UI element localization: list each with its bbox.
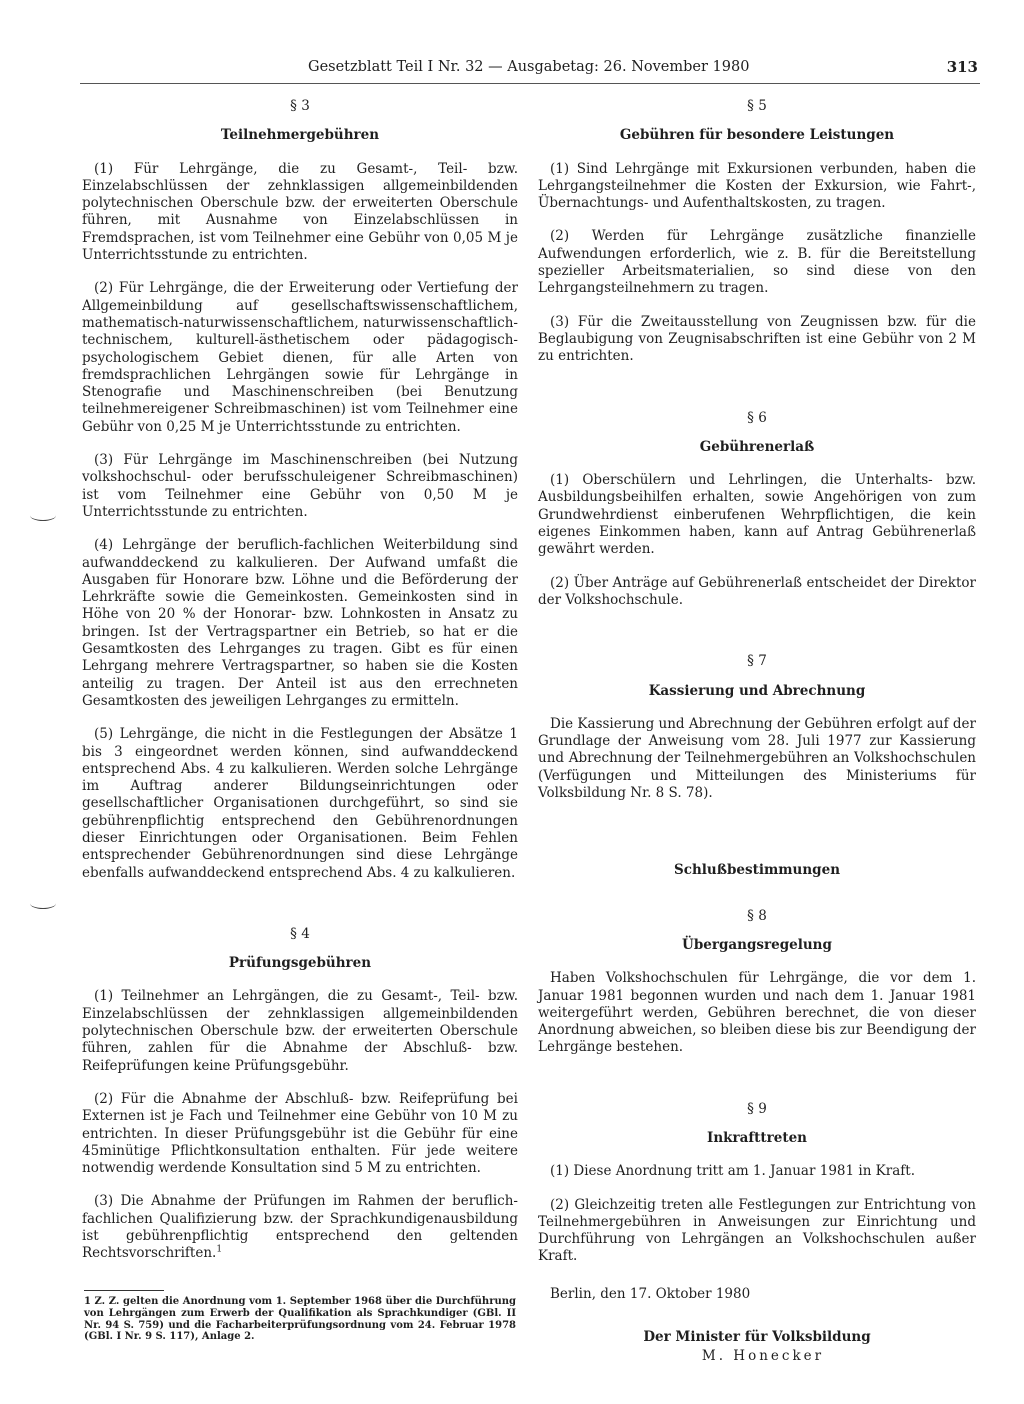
paragraph: (1) Diese Anordnung tritt am 1. Januar 1981 in Kraft.: [550, 1163, 915, 1180]
paragraph: [82, 1193, 518, 1262]
paragraph: (2) Werden für Lehrgänge zusätzliche finanzielle Aufwendungen erforderlich, wie z. B. für die Bereitstellung spezieller Arbeitsmaterialien, so sind diese von den Lehrgangsteilnehmern zu tragen.: [538, 228, 976, 297]
right-column: [538, 98, 976, 1382]
section-number: § 9: [747, 1100, 767, 1117]
paragraph: (3) Für die Zweitausstellung von Zeugnissen bzw. für die Beglaubigung von Zeugnisabschriften ist eine Gebühr von 2 M zu entrichten.: [538, 313, 976, 365]
paragraph-text: (3) Die Abnahme der Prüfungen im Rahmen der beruflich-fachlichen Qualifizierung bzw. der Sprachkundigenausbildung ist gebührenpflichtig entsprechend den geltenden Rechtsvorschriften.: [82, 1193, 518, 1262]
section-number: § 5: [747, 98, 767, 114]
section-number: § 8: [747, 907, 767, 924]
header-title: Gesetzblatt Teil I Nr. 32 — Ausgabetag: 26. November 1980: [308, 59, 750, 75]
paragraph: (3) Für Lehrgänge im Maschinenschreiben (bei Nutzung volkshochschul- oder berufsschuleigener Schreibmaschinen) ist vom Teilnehmer eine Gebühr von 0,50 M je Unterrichtsstunde zu entrichten.: [82, 452, 518, 520]
page-number: 313: [946, 58, 978, 76]
paragraph: (1) Für Lehrgänge, die zu Gesamt-, Teil- bzw. Einzelabschlüssen der zehnklassigen allgemeinbildenden polytechnischen Oberschule bzw. der erweiterten Oberschule führen, mit Ausnahme von Einzelabschlüssen in Fremdsprachen, ist vom Teilnehmer eine Gebühr von 0,05 M je Unterrichtsstunde zu entrichten.: [82, 160, 518, 264]
section-title: Teilnehmergebühren: [220, 127, 380, 144]
section-title: Gebührenerlaß: [699, 438, 815, 455]
signature-title: Der Minister für Volksbildung: [643, 1329, 871, 1346]
paragraph: Die Kassierung und Abrechnung der Gebühren erfolgt auf der Grundlage der Anweisung vom 28. Juli 1977 zur Kassierung und Abrechnung der Teilnehmergebühren an Volkshochschulen (Verfügungen und Mitteilungen des Ministeriums für Volksbildung Nr. 8 S. 78).: [538, 715, 976, 802]
signature-name: M. Honecker: [701, 1348, 825, 1365]
paragraph: (1) Teilnehmer an Lehrgängen, die zu Gesamt-, Teil- bzw. Einzelabschlüssen der zehnklassigen allgemeinbildenden polytechnischen Oberschule bzw. der erweiterten Oberschule führen, zahlen für die Abnahme der Abschluß- bzw. Reifeprüfungen keine Prüfungsgebühr.: [82, 988, 518, 1074]
paragraph: Haben Volkshochschulen für Lehrgänge, die vor dem 1. Januar 1981 begonnen wurden und nach dem 1. Januar 1981 weitergeführt werden, Gebühren berechnet, die von dieser Anordnung abweichen, so bleiben diese bis zur Beendigung der Lehrgänge bestehen.: [538, 970, 976, 1056]
section-number: § 6: [747, 409, 767, 426]
margin-mark: [30, 510, 56, 521]
section-number: § 3: [290, 98, 310, 114]
section-number: § 4: [290, 925, 310, 942]
paragraph: (2) Für Lehrgänge, die der Erweiterung oder Vertiefung der Allgemeinbildung auf gesellschaftswissenschaftlichem, mathematisch-naturwissenschaftlichem, naturwissenschaftlich-technischem, kulturell-ästhetischem oder pädagogisch-psychologischem Gebiet dienen, für alle Arten von fremdsprachlichen Lehrgängen sowie für Lehrgänge in Stenografie und Maschinenschreiben (bei Benutzung teilnehmereigener Schreibmaschinen) ist vom Teilnehmer eine Gebühr von 0,25 M je Unterrichtsstunde zu entrichten.: [82, 280, 518, 435]
paragraph: (1) Oberschülern und Lehrlingen, die Unterhalts- bzw. Ausbildungsbeihilfen erhalten, sowie Angehörigen von zum Grundwehrdienst einberufenen Wehrpflichtigen, die kein eigenes Einkommen haben, kann auf Antrag Gebührenerlaß gewährt werden.: [538, 472, 976, 558]
section-title: Prüfungsgebühren: [228, 955, 372, 972]
footnote: 1 Z. Z. gelten die Anordnung vom 1. September 1968 über die Durchführung von Lehrgängen zum Erwerb der Qualifikation als Sprachkundiger (GBl. II Nr. 94 S. 759) und die Facharbeiterprüfungsordnung vom 24. Februar 1978 (GBl. I Nr. 9 S. 117), Anlage 2.: [84, 1296, 516, 1343]
section-heading: Schlußbestimmungen: [673, 862, 841, 879]
footnote-marker: 1: [216, 1244, 223, 1255]
section-number: § 7: [747, 653, 767, 670]
page-header: [80, 59, 980, 84]
section-title: Gebühren für besondere Leistungen: [619, 127, 895, 144]
section-title: Übergangsregelung: [682, 936, 832, 953]
paragraph: (2) Für die Abnahme der Abschluß- bzw. Reifeprüfung bei Externen ist je Fach und Teilnehmer eine Gebühr von 10 M zu entrichten. In dieser Prüfungsgebühr ist die Gebühr für eine 45minütige Pflichtkonsultation enthalten. Für jede weitere notwendig werdende Konsultation sind 5 M zu entrichten.: [82, 1090, 518, 1177]
paragraph: (1) Sind Lehrgänge mit Exkursionen verbunden, haben die Lehrgangsteilnehmer die Kosten der Exkursion, wie Fahrt-, Übernachtungs- und Aufenthaltskosten, zu tragen.: [538, 160, 976, 212]
paragraph: (5) Lehrgänge, die nicht in die Festlegungen der Absätze 1 bis 3 eingeordnet werden können, sind aufwanddeckend entsprechend Abs. 4 zu kalkulieren. Werden solche Lehrgänge im Auftrag anderer Bildungseinrichtungen oder gesellschaftlicher Organisationen durchgeführt, so sind sie gebührenpflichtig entsprechend den Gebührenordnungen dieser Einrichtungen oder Organisationen. Beim Fehlen entsprechender Gebührenordnungen sind diese Lehrgänge ebenfalls aufwanddeckend entsprechend Abs. 4 zu kalkulieren.: [82, 726, 518, 881]
left-column: [82, 98, 518, 1279]
section-title: Kassierung und Abrechnung: [648, 682, 866, 699]
footnote-rule: [84, 1290, 164, 1291]
paragraph: (4) Lehrgänge der beruflich-fachlichen Weiterbildung sind aufwanddeckend zu kalkulieren. Der Aufwand umfaßt die Ausgaben für Honorare bzw. Löhne und die Beförderung der Lehrkräfte sowie die Gemeinkosten. Gemeinkosten sind in Höhe von 20 % der Honorar- bzw. Lohnkosten in Ansatz zu bringen. Ist der Vertragspartner ein Betrieb, so hat er die Gesamtkosten des Lehrganges zu tragen. Gibt es für einen Lehrgang mehrere Vertragspartner, so haben sie die Kosten anteilig zu tragen. Der Anteil ist aus den errechneten Gesamtkosten des jeweiligen Lehrganges zu ermitteln.: [82, 537, 518, 709]
paragraph: (2) Gleichzeitig treten alle Festlegungen zur Entrichtung von Teilnehmergebühren in Anweisungen zur Einrichtung und Durchführung von Lehrgängen an Volkshochschulen außer Kraft.: [538, 1196, 976, 1265]
margin-mark: [30, 898, 56, 909]
section-title: Inkrafttreten: [707, 1129, 807, 1146]
place-date: Berlin, den 17. Oktober 1980: [550, 1285, 751, 1302]
paragraph: (2) Über Anträge auf Gebührenerlaß entscheidet der Direktor der Volkshochschule.: [538, 574, 976, 608]
